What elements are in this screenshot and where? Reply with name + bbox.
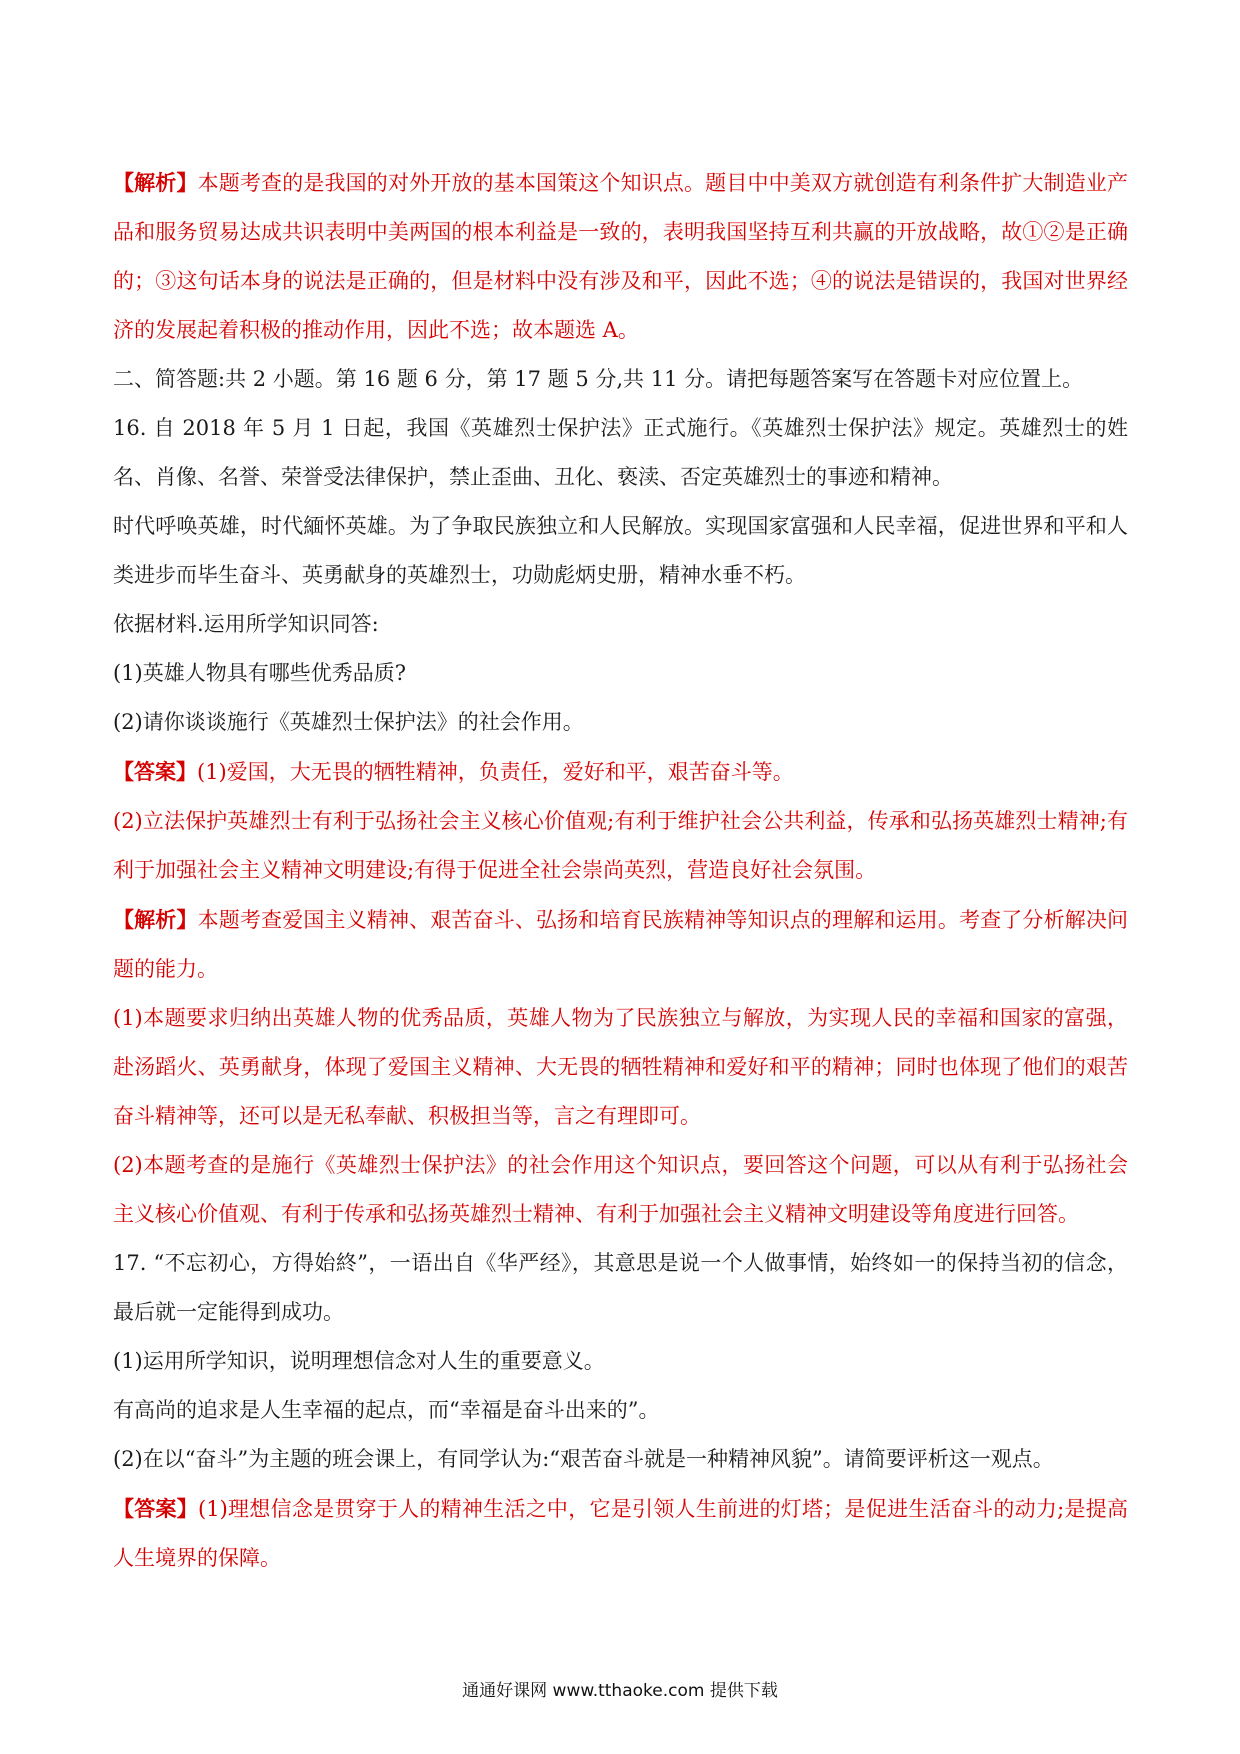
q15-analysis — [113, 158, 1128, 355]
q17-subquestion-1: (1)运用所学知识，说明理想信念对人生的重要意义。 — [113, 1349, 605, 1373]
q16-analysis-1: (1)本题要求归纳出英雄人物的优秀品质，英雄人物为了民族独立与解放，为实现人民的幸福和国家的富强，赴汤蹈火、英勇献身，体现了爱国主义精神、大无畏的牺牲精神和爱好和平的精神；同时也体现了他们的艰苦奋斗精神等，还可以是无私奉献、积极担当等，言之有理即可。 — [113, 1006, 1128, 1128]
section-heading: 二、简答题:共 2 小题。第 16 题 6 分，第 17 题 5 分,共 11 分。请把每题答案写在答题卡对应位置上。 — [113, 367, 1084, 391]
answer-text: (1)爱国，大无畏的牺牲精神，负责任，爱好和平，艰苦奋斗等。 — [197, 760, 794, 784]
q17-answer-1 — [113, 1484, 1128, 1583]
q17-stem: 17. “不忘初心，方得始終”，一语出自《华严经》，其意思是说一个人做事情，始终如一的保持当初的信念，最后就一定能得到成功。 — [113, 1251, 1128, 1324]
q16-stem: 16. 自 2018 年 5 月 1 日起，我国《英雄烈士保护法》正式施行。《英雄烈士保护法》规定。英雄烈士的姓名、肖像、名誉、荣誉受法律保护，禁止歪曲、丑化、亵渎、否定英雄烈士的事迹和精神。 — [113, 416, 1128, 489]
answer-tag: 【答案】 — [113, 1496, 199, 1521]
q16-analysis — [113, 895, 1128, 994]
q16-analysis-2: (2)本题考查的是施行《英雄烈士保护法》的社会作用这个知识点，要回答这个问题，可以从有利于弘扬社会主义核心价值观、有利于传承和弘扬英雄烈士精神、有利于加强社会主义精神文明建设等角度进行回答。 — [113, 1153, 1128, 1226]
analysis-text: 本题考查的是我国的对外开放的基本国策这个知识点。题目中中美双方就创造有利条件扩大制造业产品和服务贸易达成共识表明中美两国的根本利益是一致的，表明我国坚持互利共赢的开放战略，故①②是正确的；③这句话本身的说法是正确的，但是材料中没有涉及和平，因此不选；④的说法是错误的，我国对世界经济的发展起着积极的推动作用，因此不选；故本题选 A。 — [113, 171, 1129, 342]
answer-text: (1)理想信念是贯穿于人的精神生活之中，它是引领人生前进的灯塔；是促进生活奋斗的动力;是提高人生境界的保障。 — [113, 1497, 1129, 1570]
analysis-tag: 【解析】 — [113, 170, 198, 195]
page-footer: 通通好课网 www.tthaoke.com 提供下载 — [462, 1681, 778, 1701]
q17-subquestion-2: (2)在以“奋斗”为主题的班会课上，有同学认为:“艰苦奋斗就是一种精神风貌”。请简要评析这一观点。 — [113, 1447, 1054, 1471]
analysis-text: 本题考查爱国主义精神、艰苦奋斗、弘扬和培育民族精神等知识点的理解和运用。考查了分析解决问题的能力。 — [113, 908, 1129, 981]
q17-material: 有高尚的追求是人生幸福的起点，而“幸福是奋斗出来的”。 — [113, 1398, 660, 1422]
page-content — [113, 158, 1128, 1583]
q16-answer-1 — [113, 747, 1128, 797]
q16-subquestion-1: (1)英雄人物具有哪些优秀品质? — [113, 661, 407, 685]
q16-subquestion-2: (2)请你谈谈施行《英雄烈士保护法》的社会作用。 — [113, 710, 584, 734]
q16-instruction: 依据材料.运用所学知识同答: — [113, 612, 379, 636]
answer-tag: 【答案】 — [113, 759, 197, 784]
q16-answer-2: (2)立法保护英雄烈士有利于弘扬社会主义核心价值观;有利于维护社会公共利益，传承和弘扬英雄烈士精神;有利于加强社会主义精神文明建设;有得于促进全社会崇尚英烈，营造良好社会氛围。 — [113, 809, 1128, 882]
analysis-tag: 【解析】 — [113, 907, 198, 932]
q16-material: 时代呼唤英雄，时代緬怀英雄。为了争取民族独立和人民解放。实现国家富强和人民幸福，促进世界和平和人类进步而毕生奋斗、英勇献身的英雄烈士，功勋彪炳史册，精神水垂不朽。 — [113, 514, 1128, 587]
